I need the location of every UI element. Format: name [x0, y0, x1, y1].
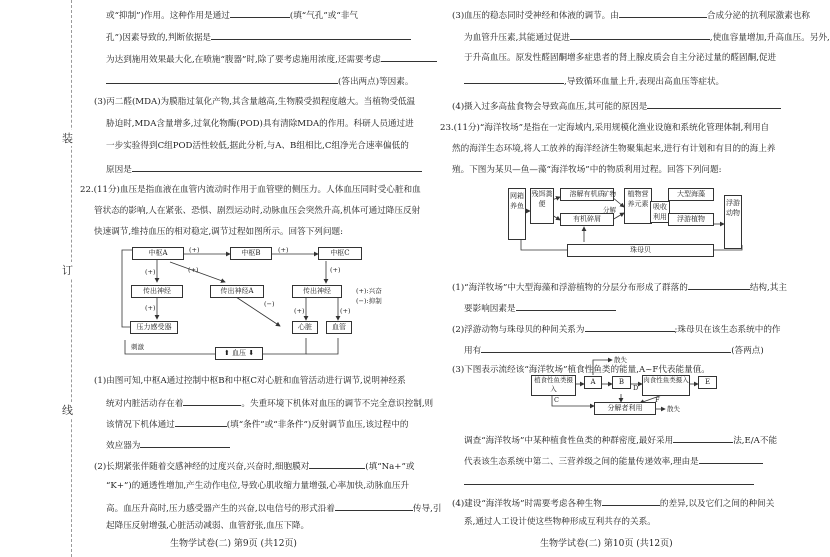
footer-left: 生物学试卷(二) 第9页 (共12页): [170, 539, 297, 549]
legend-excite: (+):兴奋: [356, 287, 382, 295]
q23-stem-2: 然的海洋生态环境,将人工放养的海洋经济生物聚集起来,进行有计划和有目的的海上养: [452, 144, 776, 154]
box-bait-feces: 残饵粪便: [530, 188, 554, 224]
q22-2-b: “K+”)的通透性增加,产生动作电位,导致心肌收缩力量增强,心率加快,动脉血压升: [106, 481, 410, 491]
box-zooplankton: 浮游动物: [724, 195, 742, 249]
sign-vessel: (+): [340, 307, 351, 315]
box-center-a: 中枢A: [132, 247, 184, 260]
q23-1-a: (1)“海洋牧场”中大型海藻和浮游植物的分层分布形成了群落的 结构,其主: [452, 280, 787, 295]
label-decompose: 分解: [603, 206, 616, 214]
q23-2-b: 用有 (答两点): [464, 343, 764, 358]
sign-nerve-a-minus: (−): [264, 300, 275, 308]
box-absorb-use: 吸收利用: [650, 201, 670, 223]
box-heart: 心脏: [292, 321, 318, 334]
box-net-cage-fish: 网箱养鱼: [508, 188, 526, 240]
binding-char-xian: 线: [62, 404, 73, 417]
q23-2-a: (2)浮游动物与珠母贝的种间关系为 ;珠母贝在该生态系统中的作: [452, 322, 781, 337]
left-line-3: 为达到施用效果最大化,在喷施“腹器”时,除了要考虑施用浓度,还需要考虑: [106, 52, 437, 67]
q22-stem-1: 22.(11分)血压是指血液在血管内流动时作用于血管壁的侧压力。人体血压同时受心脏和血: [80, 185, 421, 195]
q23-3-a: (3)下图表示流经该“海洋牧场”植食性鱼类的能量,A~F代表能量值。: [452, 365, 710, 375]
sign-nerve-to-sensor: (+): [145, 304, 156, 312]
left-line-1: 或“抑制”)作用。这种作用是通过 (填“气孔”或“非气: [106, 8, 358, 23]
box-efferent-nerve-a: 传出神经A: [210, 285, 264, 298]
q23-4-b: 系,通过人工设计使这些物种形成互利共存的关系。: [464, 517, 656, 527]
box-dissolved-organic: 溶解有机质: [560, 188, 614, 201]
box-plant-nutrients: 植物营养元素: [624, 188, 652, 224]
q22-2-a: (2)长期紧张伴随着交感神经的过度兴奋,兴奋时,细胞膜对 (填“Na+”或: [94, 459, 414, 474]
box-pressure-sensor: 压力感受器: [130, 321, 178, 334]
legend-inhibit: (−):抑制: [356, 297, 382, 305]
left-line-2: 孔”)因素导致的,判断依据是: [106, 30, 411, 45]
q22-2-d: 起降压反射增强,心脏活动减弱、血管舒张,血压下降。: [106, 521, 310, 531]
label-energy-c: C: [554, 396, 559, 404]
q22-stem-3: 快速调节,维持血压的相对稳定,调节过程如图所示。回答下列问题:: [94, 227, 343, 237]
q22-2-c: 高。血压升高时,压力感受器产生的兴奋,以电信号的形式沿着 传导,引: [106, 501, 441, 516]
box-herbivore-intake: 植食性鱼类摄入: [531, 375, 576, 396]
q22-1-a: (1)由图可知,中枢A通过控制中枢B和中枢C对心脏和血管活动进行调节,说明神经系: [94, 376, 406, 386]
box-center-b: 中枢B: [230, 247, 272, 260]
box-organic-detritus: 有机碎屑: [560, 213, 614, 226]
box-decomposer-use: 分解者利用: [594, 402, 656, 415]
q22-1-d: 效应器为: [106, 438, 230, 453]
q22-3-c: 于升高血压。原发性醛固酮增多症患者的肾上腺皮质会自主分泌过量的醛固酮,促进: [464, 53, 777, 63]
left-q21-3-d: 原因是: [106, 162, 422, 177]
left-q21-3-b: 胁迫时,MDA含量增多,过氧化物酶(POD)具有清除MDA的作用。科研人员通过进: [106, 119, 414, 129]
q22-1-b: 统对内脏活动存在着 。失重环境下机体对血压的调节不完全意识控制,则: [106, 396, 433, 411]
box-energy-b: B: [612, 376, 631, 389]
box-large-algae: 大型海藻: [668, 188, 714, 201]
box-vessel: 血管: [326, 321, 352, 334]
box-pearl-oyster: 珠母贝: [567, 244, 714, 257]
q23-3-b: 调查“海洋牧场”中某种植食性鱼类的种群密度,最好采用 法,E/A不能: [464, 433, 777, 448]
left-q21-3-c: 一步实验得到C组POD活性较低,据此分析,与A、B组相比,C组净光合速率偏低的: [106, 141, 409, 151]
footer-right: 生物学试卷(二) 第10页 (共12页): [540, 539, 673, 549]
label-heat-loss-2: 散失: [667, 405, 680, 413]
sign-b-to-c: (+): [278, 246, 289, 254]
sign-heart: (+): [294, 307, 305, 315]
q23-4-a: (4)建设“海洋牧场”时需要考虑各种生物 的差异,以及它们之间的种间关: [452, 496, 774, 511]
box-blood-pressure: ⬆ 血压 ⬇: [215, 347, 263, 360]
sign-a-to-b: (+): [189, 246, 200, 254]
q22-1-c: 该情况下机体通过 (填“条件”或“非条件”)反射调节血压,该过程中的: [106, 417, 408, 432]
q23-3-d: [464, 475, 754, 490]
q23-3-c: 代表该生态系统中第二、三营养级之间的能量传递效率,理由是: [464, 454, 763, 469]
box-energy-a: A: [584, 376, 602, 389]
q22-3-b: 为血管升压素,其能通过促进 ,使血容量增加,升高血压。另外,: [464, 30, 830, 45]
q22-stem-2: 管状态的影响,人在紧张、恐惧、剧烈运动时,动脉血压会突然升高,机体可通过降压反射: [94, 206, 421, 216]
left-q21-3-a: (3)丙二醛(MDA)为膜脂过氧化产物,其含量越高,生物膜受损程度越大。当植物受低温: [94, 97, 416, 107]
label-energy-f: F: [655, 396, 660, 404]
q22-3-d: ,导致循环血量上升,表现出高血压等症状。: [464, 74, 724, 89]
sign-a-to-nerve: (+): [145, 268, 156, 276]
label-energy-d: D: [633, 384, 639, 392]
label-stimulus: 刺激: [131, 343, 144, 351]
box-phytoplankton: 浮游植物: [668, 213, 714, 226]
box-efferent-nerve-left: 传出神经: [131, 285, 183, 298]
box-center-c: 中枢C: [318, 247, 362, 260]
q23-stem-1: 23.(11分)“海洋牧场”是指在一定海域内,采用规模化渔业设施和系统化管理体制,利用自: [440, 123, 770, 133]
label-heat-loss-1: 散失: [614, 356, 627, 364]
q22-4: (4)摄入过多高盐食物会导致高血压,其可能的原因是: [452, 99, 781, 114]
binding-char-ding: 订: [62, 264, 73, 277]
q22-3-a: (3)血压的稳态同时受神经和体液的调节。由 合成分泌的抗利尿激素也称: [452, 8, 810, 23]
box-efferent-nerve-c: 传出神经: [292, 285, 342, 298]
q23-1-b: 要影响因素是: [464, 301, 616, 316]
label-mineralize: 矿物: [603, 190, 616, 198]
box-carnivore-intake: 肉食性鱼类摄入: [642, 375, 690, 396]
binding-char-zhuang: 装: [62, 132, 73, 145]
sign-a-to-nerve-a: (+): [188, 266, 199, 274]
sign-c-to-nerve: (+): [330, 266, 341, 274]
left-line-4: (答出两点)等因素。: [106, 74, 413, 89]
box-energy-e: E: [698, 376, 717, 389]
q23-stem-3: 殖。下图为某贝—鱼—藻“海洋牧场”中的物质利用过程。回答下列问题:: [452, 165, 722, 175]
